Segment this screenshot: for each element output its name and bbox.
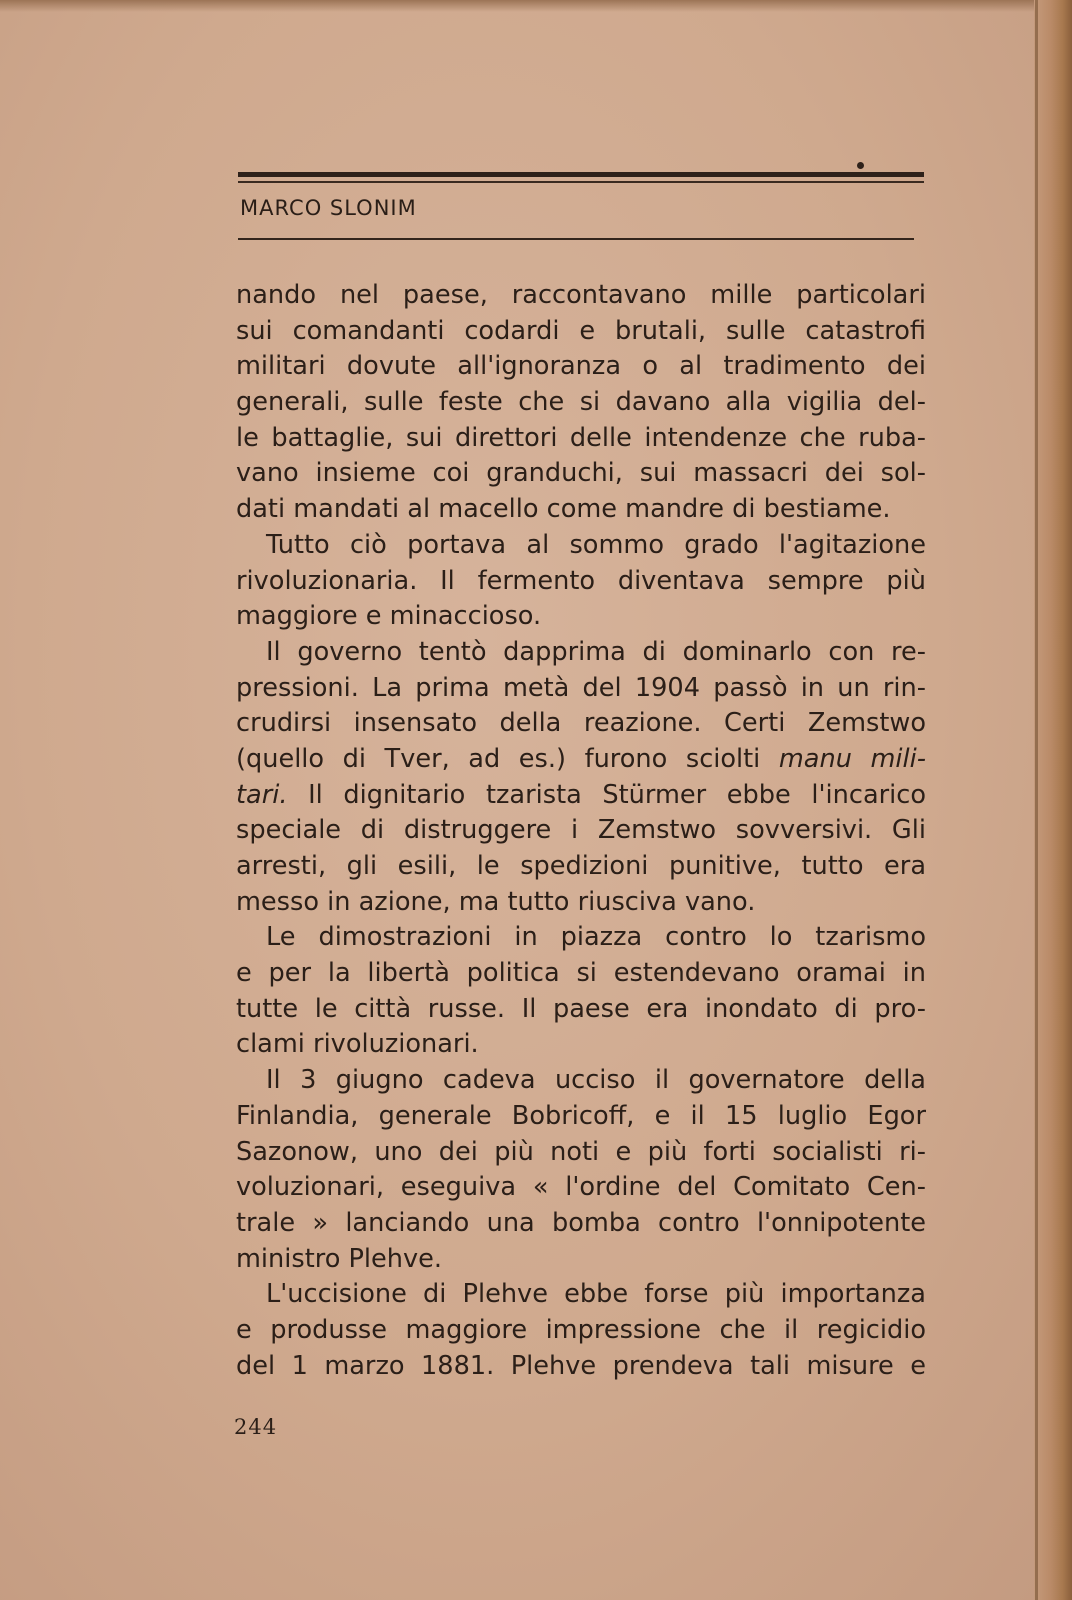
text-line: e produsse maggiore impressione che il regicidio (236, 1314, 926, 1345)
text-line: speciale di distruggere i Zemstwo sovversivi. Gli (236, 815, 926, 846)
text-line: messo in azione, ma tutto riusciva vano. (236, 886, 756, 917)
running-head: MARCO SLONIM (240, 196, 417, 220)
text-line: e per la libertà politica si estendevano oramai in (236, 958, 926, 989)
text-line: del 1 marzo 1881. Plehve prendeva tali misure e (236, 1350, 926, 1381)
header-underline-rule (238, 238, 914, 240)
text-line: tari. Il dignitario tzarista Stürmer ebbe l'incarico (236, 779, 926, 810)
header-rule-thin (238, 181, 924, 183)
text-line: nando nel paese, raccontavano mille particolari (236, 280, 926, 310)
page-right-edge (1034, 0, 1072, 1600)
body-text (236, 278, 926, 1384)
header-rule-thick (238, 172, 924, 177)
page-number: 244 (234, 1415, 278, 1439)
text-line: generali, sulle feste che si davano alla vigilia del- (236, 387, 926, 418)
text-line: Finlandia, generale Bobricoff, e il 15 luglio Egor (236, 1100, 926, 1131)
text-line: Sazonow, uno dei più noti e più forti socialisti ri- (236, 1136, 926, 1167)
text-line: trale » lanciando una bomba contro l'onnipotente (236, 1207, 926, 1238)
page-binding-line (1035, 0, 1038, 1600)
text-line: vano insieme coi granduchi, sui massacri dei sol- (236, 458, 926, 489)
text-line: L'uccisione di Plehve ebbe forse più importanza (266, 1279, 926, 1310)
page-top-edge (0, 0, 1072, 12)
text-line: arresti, gli esili, le spedizioni punitive, tutto era (236, 851, 926, 881)
text-line: le battaglie, sui direttori delle intendenze che ruba- (236, 422, 926, 453)
text-line: crudirsi insensato della reazione. Certi Zemstwo (236, 708, 926, 739)
text-line: sui comandanti codardi e brutali, sulle catastrofi (236, 315, 926, 346)
header-ornament-dot (857, 162, 864, 169)
text-line: tutte le città russe. Il paese era inondato di pro- (236, 993, 926, 1024)
text-line: Il governo tentò dapprima di dominarlo con re- (266, 636, 926, 667)
text-line: voluzionari, eseguiva « l'ordine del Comitato Cen- (236, 1172, 926, 1203)
text-line: Le dimostrazioni in piazza contro lo tzarismo (266, 922, 926, 953)
text-line: pressioni. La prima metà del 1904 passò in un rin- (236, 672, 926, 703)
text-line: rivoluzionaria. Il fermento diventava sempre più (236, 565, 926, 596)
text-line: militari dovute all'ignoranza o al tradimento dei (236, 351, 926, 382)
text-line: Il 3 giugno cadeva ucciso il governatore della (266, 1065, 926, 1096)
text-line: dati mandati al macello come mandre di bestiame. (236, 494, 891, 525)
text-line: maggiore e minaccioso. (236, 601, 542, 632)
text-line: Tutto ciò portava al sommo grado l'agitazione (266, 529, 926, 560)
text-line: clami rivoluzionari. (236, 1029, 479, 1060)
text-line: (quello di Tver, ad es.) furono sciolti manu mili- (236, 743, 926, 774)
text-line: ministro Plehve. (236, 1243, 443, 1274)
